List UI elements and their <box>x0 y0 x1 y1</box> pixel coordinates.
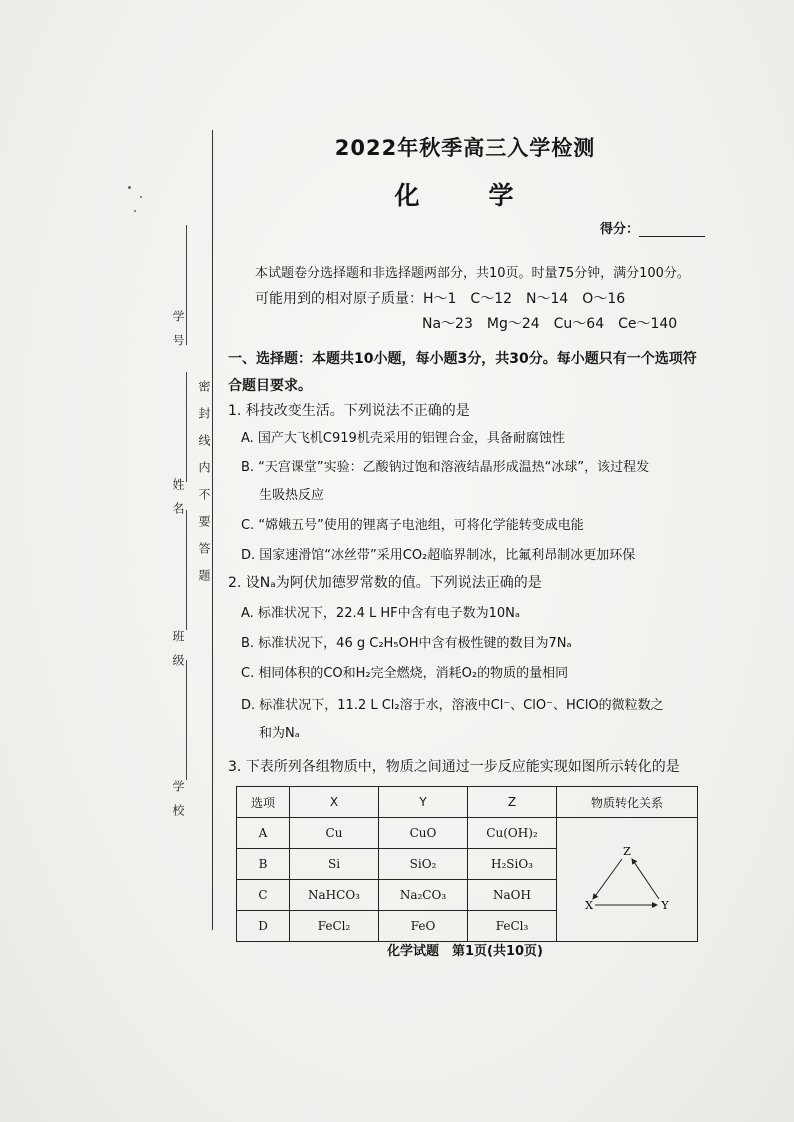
atomic-masses-line-2: Na～23 Mg～24 Cu～64 Ce～140 <box>422 316 678 332</box>
conversion-diagram-cell <box>557 818 698 942</box>
intro-text: 本试题卷分选择题和非选择题两部分，共10页。时量75分钟，满分100分。 <box>255 266 690 281</box>
col-header-x: X <box>290 787 379 818</box>
school-blank <box>186 660 187 780</box>
row-d-x: FeCl₂ <box>290 911 379 942</box>
row-d-y: FeO <box>379 911 468 942</box>
atomic-masses-line-1: 可能用到的相对原子质量：H～1 C～12 N～14 O～16 <box>255 291 626 307</box>
row-c-option: C <box>237 880 290 911</box>
conversion-triangle-diagram <box>559 823 695 933</box>
node-z: Z <box>623 845 631 858</box>
q2-option-b: B. 标准状况下，46 g C₂H₅OH中含有极性键的数目为7Nₐ <box>241 636 572 651</box>
q1-option-a: A. 国产大飞机C919机壳采用的铝锂合金，具备耐腐蚀性 <box>241 431 565 446</box>
row-a-y: CuO <box>379 818 468 849</box>
q1-stem: 1. 科技改变生活。下列说法不正确的是 <box>228 403 470 419</box>
col-header-relation: 物质转化关系 <box>557 787 698 818</box>
scan-speck <box>128 186 131 189</box>
col-header-y: Y <box>379 787 468 818</box>
seal-note: 密封线内不要答题 <box>197 380 211 596</box>
q1-option-c: C. “嫦娥五号”使用的锂离子电池组，可将化学能转变成电能 <box>241 518 584 533</box>
q2-option-d-line1: D. 标准状况下，11.2 L Cl₂溶于水，溶液中Cl⁻、ClO⁻、HClO的微粒数之 <box>241 698 664 713</box>
node-y: Y <box>661 899 669 912</box>
table-row <box>237 818 698 849</box>
scan-speck <box>140 196 142 198</box>
student-id-label: 学 号 <box>171 310 185 346</box>
row-a-option: A <box>237 818 290 849</box>
q1-option-b-line1: B. “天宫课堂”实验：乙酸钠过饱和溶液结晶形成温热“冰球”，该过程发 <box>241 460 650 475</box>
col-header-option: 选项 <box>237 787 290 818</box>
q2-option-a: A. 标准状况下，22.4 L HF中含有电子数为10Nₐ <box>241 606 520 621</box>
score-blank <box>639 224 705 237</box>
subject-title: 化 学 <box>394 181 536 210</box>
row-c-y: Na₂CO₃ <box>379 880 468 911</box>
name-label: 姓 名 <box>171 478 185 514</box>
row-a-x: Cu <box>290 818 379 849</box>
row-d-z: FeCl₃ <box>468 911 557 942</box>
row-c-x: NaHCO₃ <box>290 880 379 911</box>
score-field <box>600 218 705 237</box>
score-label: 得分： <box>600 222 640 237</box>
scan-speck <box>134 210 136 212</box>
row-b-option: B <box>237 849 290 880</box>
school-label: 学 校 <box>171 780 185 816</box>
page-footer: 化学试题 第1页(共10页) <box>386 944 544 959</box>
q3-table <box>236 786 698 942</box>
q2-option-c: C. 相同体积的CO和H₂完全燃烧，消耗O₂的物质的量相同 <box>241 666 569 681</box>
row-a-z: Cu(OH)₂ <box>468 818 557 849</box>
section-heading: 一、选择题：本题共10小题，每小题3分，共30分。每小题只有一个选项符合题目要求。 <box>228 351 697 394</box>
exam-title: 2022年秋季高三入学检测 <box>334 136 596 160</box>
q3-stem: 3. 下表所列各组物质中，物质之间通过一步反应能实现如图所示转化的是 <box>228 759 680 775</box>
class-label: 班 级 <box>171 630 185 666</box>
q2-stem: 2. 设Nₐ为阿伏加德罗常数的值。下列说法正确的是 <box>228 575 542 591</box>
q1-option-d: D. 国家速滑馆“冰丝带”采用CO₂超临界制冰，比氟利昂制冰更加环保 <box>241 548 636 563</box>
col-header-z: Z <box>468 787 557 818</box>
q1-option-b-line2: 生吸热反应 <box>259 488 325 503</box>
node-x: X <box>585 899 593 912</box>
row-c-z: NaOH <box>468 880 557 911</box>
row-b-z: H₂SiO₃ <box>468 849 557 880</box>
row-b-x: Si <box>290 849 379 880</box>
row-d-option: D <box>237 911 290 942</box>
arrow-z-to-x <box>593 859 622 899</box>
table-header-row <box>237 787 698 818</box>
name-blank <box>186 372 187 482</box>
class-blank <box>186 510 187 630</box>
q2-option-d-line2: 和为Nₐ <box>259 726 300 741</box>
row-b-y: SiO₂ <box>379 849 468 880</box>
arrow-y-to-z <box>632 859 659 899</box>
